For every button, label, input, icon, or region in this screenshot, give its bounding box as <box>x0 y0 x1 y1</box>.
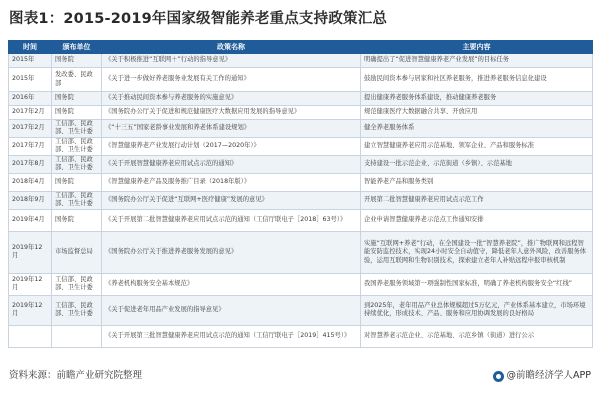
cell-time: 2019年12月 <box>9 295 52 325</box>
cell-issuer: 国务院 <box>52 209 102 231</box>
brand-text: @前瞻经济学人APP <box>506 370 591 381</box>
table-header-row <box>9 41 593 54</box>
cell-time: 2017年7月 <box>9 137 52 155</box>
cell-main-content: 实施“互联网+养老”行动，在全国建设一批“智慧养老院”，推广物联网和远程智能安防监控技术，实现24小时安全自动值守，降低老年人意外风险，改善服务体验，运用互联网和生物识别技术，探索建立老年人补贴远程申报审核机制 <box>361 231 593 273</box>
cell-main-content: 我国养老服务领域第一项强制性国家标准，明确了养老机构服务安全“红线” <box>361 273 593 295</box>
table-row <box>9 273 593 295</box>
page-title: 图表1：2015-2019年国家级智能养老重点支持政策汇总 <box>9 11 388 27</box>
cell-issuer <box>52 325 102 347</box>
cell-main-content: 智能养老产品和服务类别 <box>361 173 593 191</box>
cell-policy-name: 《关于开展第三批智慧健康养老应用试点示范的通知（工信厅联电子［2019］415号）》 <box>102 325 361 347</box>
table-row <box>9 325 593 347</box>
cell-time: 2017年8月 <box>9 155 52 173</box>
brand-logo-icon <box>493 371 504 382</box>
cell-policy-name: 《智慧健康养老产品及服务推广目录（2018年版）》 <box>102 173 361 191</box>
table-row <box>9 68 593 92</box>
cell-issuer: 国务院 <box>52 92 102 106</box>
cell-issuer: 市场监督总局 <box>52 231 102 273</box>
cell-time: 2018年9月 <box>9 191 52 209</box>
cell-issuer: 国务院 <box>52 106 102 120</box>
cell-time: 2017年2月 <box>9 106 52 120</box>
cell-issuer: 工信部、民政部、卫生计委 <box>52 137 102 155</box>
header-main-content: 主要内容 <box>361 41 593 54</box>
cell-main-content: 提出健康养老服务体系建设，推动健康养老服务 <box>361 92 593 106</box>
cell-policy-name: 《关于进一步做好养老服务业发展有关工作的通知》 <box>102 68 361 92</box>
cell-issuer: 国务院 <box>52 54 102 68</box>
cell-time <box>9 325 52 347</box>
cell-policy-name: 《国务院办公厅关于促进和规范健康医疗大数据应用发展的指导意见》 <box>102 106 361 120</box>
cell-policy-name: 《国务院办公厅关于推进养老服务发展的意见》 <box>102 231 361 273</box>
table-row <box>9 295 593 325</box>
cell-main-content: 到2025年，老年用品产业总体规模超过5万亿元，产业体系基本建立，市场环境持续优化，形成技术、产品、服务和应用协调发展的良好格局 <box>361 295 593 325</box>
cell-policy-name: 《关于开展智慧健康养老应用试点示范的通知》 <box>102 155 361 173</box>
cell-policy-name: 《智慧健康养老产业发展行动计划（2017—2020年）》 <box>102 137 361 155</box>
cell-policy-name: 《关于促进老年用品产业发展的指导意见》 <box>102 295 361 325</box>
cell-main-content: 明确提出了“促进智慧健康养老产业发展”的目标任务 <box>361 54 593 68</box>
cell-time: 2015年 <box>9 54 52 68</box>
cell-issuer: 国务院 <box>52 173 102 191</box>
cell-time: 2018年4月 <box>9 173 52 191</box>
policy-table <box>8 40 593 348</box>
cell-main-content: 支持建设一批示范企业、示范街道（乡镇）、示范基地 <box>361 155 593 173</box>
cell-time: 2019年4月 <box>9 209 52 231</box>
cell-issuer: 工信部、民政部、卫生计委 <box>52 191 102 209</box>
cell-main-content: 建立智慧健康养老应用示范基地、领军企业、产品和服务标准 <box>361 137 593 155</box>
table-row <box>9 209 593 231</box>
table-row <box>9 137 593 155</box>
cell-main-content: 企业申请智慧健康养老示范点工作通知安排 <box>361 209 593 231</box>
cell-issuer: 工信部、民政部、卫生计委 <box>52 295 102 325</box>
cell-issuer: 工信部、民政部、卫生计委 <box>52 273 102 295</box>
table-row <box>9 120 593 138</box>
cell-policy-name: 《关于推动民间资本参与养老服务的实施意见》 <box>102 92 361 106</box>
table-row <box>9 155 593 173</box>
cell-time: 2017年2月 <box>9 120 52 138</box>
brand-credit <box>493 369 591 383</box>
cell-policy-name: 《关于开展第二批智慧健康养老应用试点示范的通知（工信厅联电子［2018］63号）》 <box>102 209 361 231</box>
cell-time: 2016年 <box>9 92 52 106</box>
cell-main-content: 对智慧养老示范企业、示范基地、示范乡镇（街道）进行公示 <box>361 325 593 347</box>
cell-main-content: 规范健康医疗大数据融合共享、开放应用 <box>361 106 593 120</box>
source-note: 资料来源：前瞻产业研究院整理 <box>9 370 143 381</box>
cell-issuer: 工信部、民政部、卫生计委 <box>52 155 102 173</box>
cell-time: 2019年12月 <box>9 273 52 295</box>
header-issuer: 颁布单位 <box>52 41 102 54</box>
table-row <box>9 92 593 106</box>
table-row <box>9 173 593 191</box>
header-time: 时间 <box>9 41 52 54</box>
cell-main-content: 健全养老服务体系 <box>361 120 593 138</box>
cell-time: 2019年12月 <box>9 231 52 273</box>
table-row <box>9 54 593 68</box>
table-row <box>9 106 593 120</box>
cell-policy-name: 《国务院办公厅关于促进“互联网+医疗健康”发展的意见》 <box>102 191 361 209</box>
cell-policy-name: 《养老机构服务安全基本规范》 <box>102 273 361 295</box>
table-row <box>9 191 593 209</box>
cell-time: 2015年 <box>9 68 52 92</box>
cell-issuer: 工信部、民政部、卫生计委 <box>52 120 102 138</box>
cell-issuer: 发改委、民政部 <box>52 68 102 92</box>
cell-main-content: 开展第二批智慧健康养老应用试点示范工作 <box>361 191 593 209</box>
cell-main-content: 鼓励民间资本参与居家和社区养老服务，推进养老服务信息化建设 <box>361 68 593 92</box>
cell-policy-name: 《“十三五”国家老龄事业发展和养老体系建设规划》 <box>102 120 361 138</box>
cell-policy-name: 《关于积极推进“互联网＋”行动的指导意见》 <box>102 54 361 68</box>
table-row <box>9 231 593 273</box>
header-policy-name: 政策名称 <box>102 41 361 54</box>
